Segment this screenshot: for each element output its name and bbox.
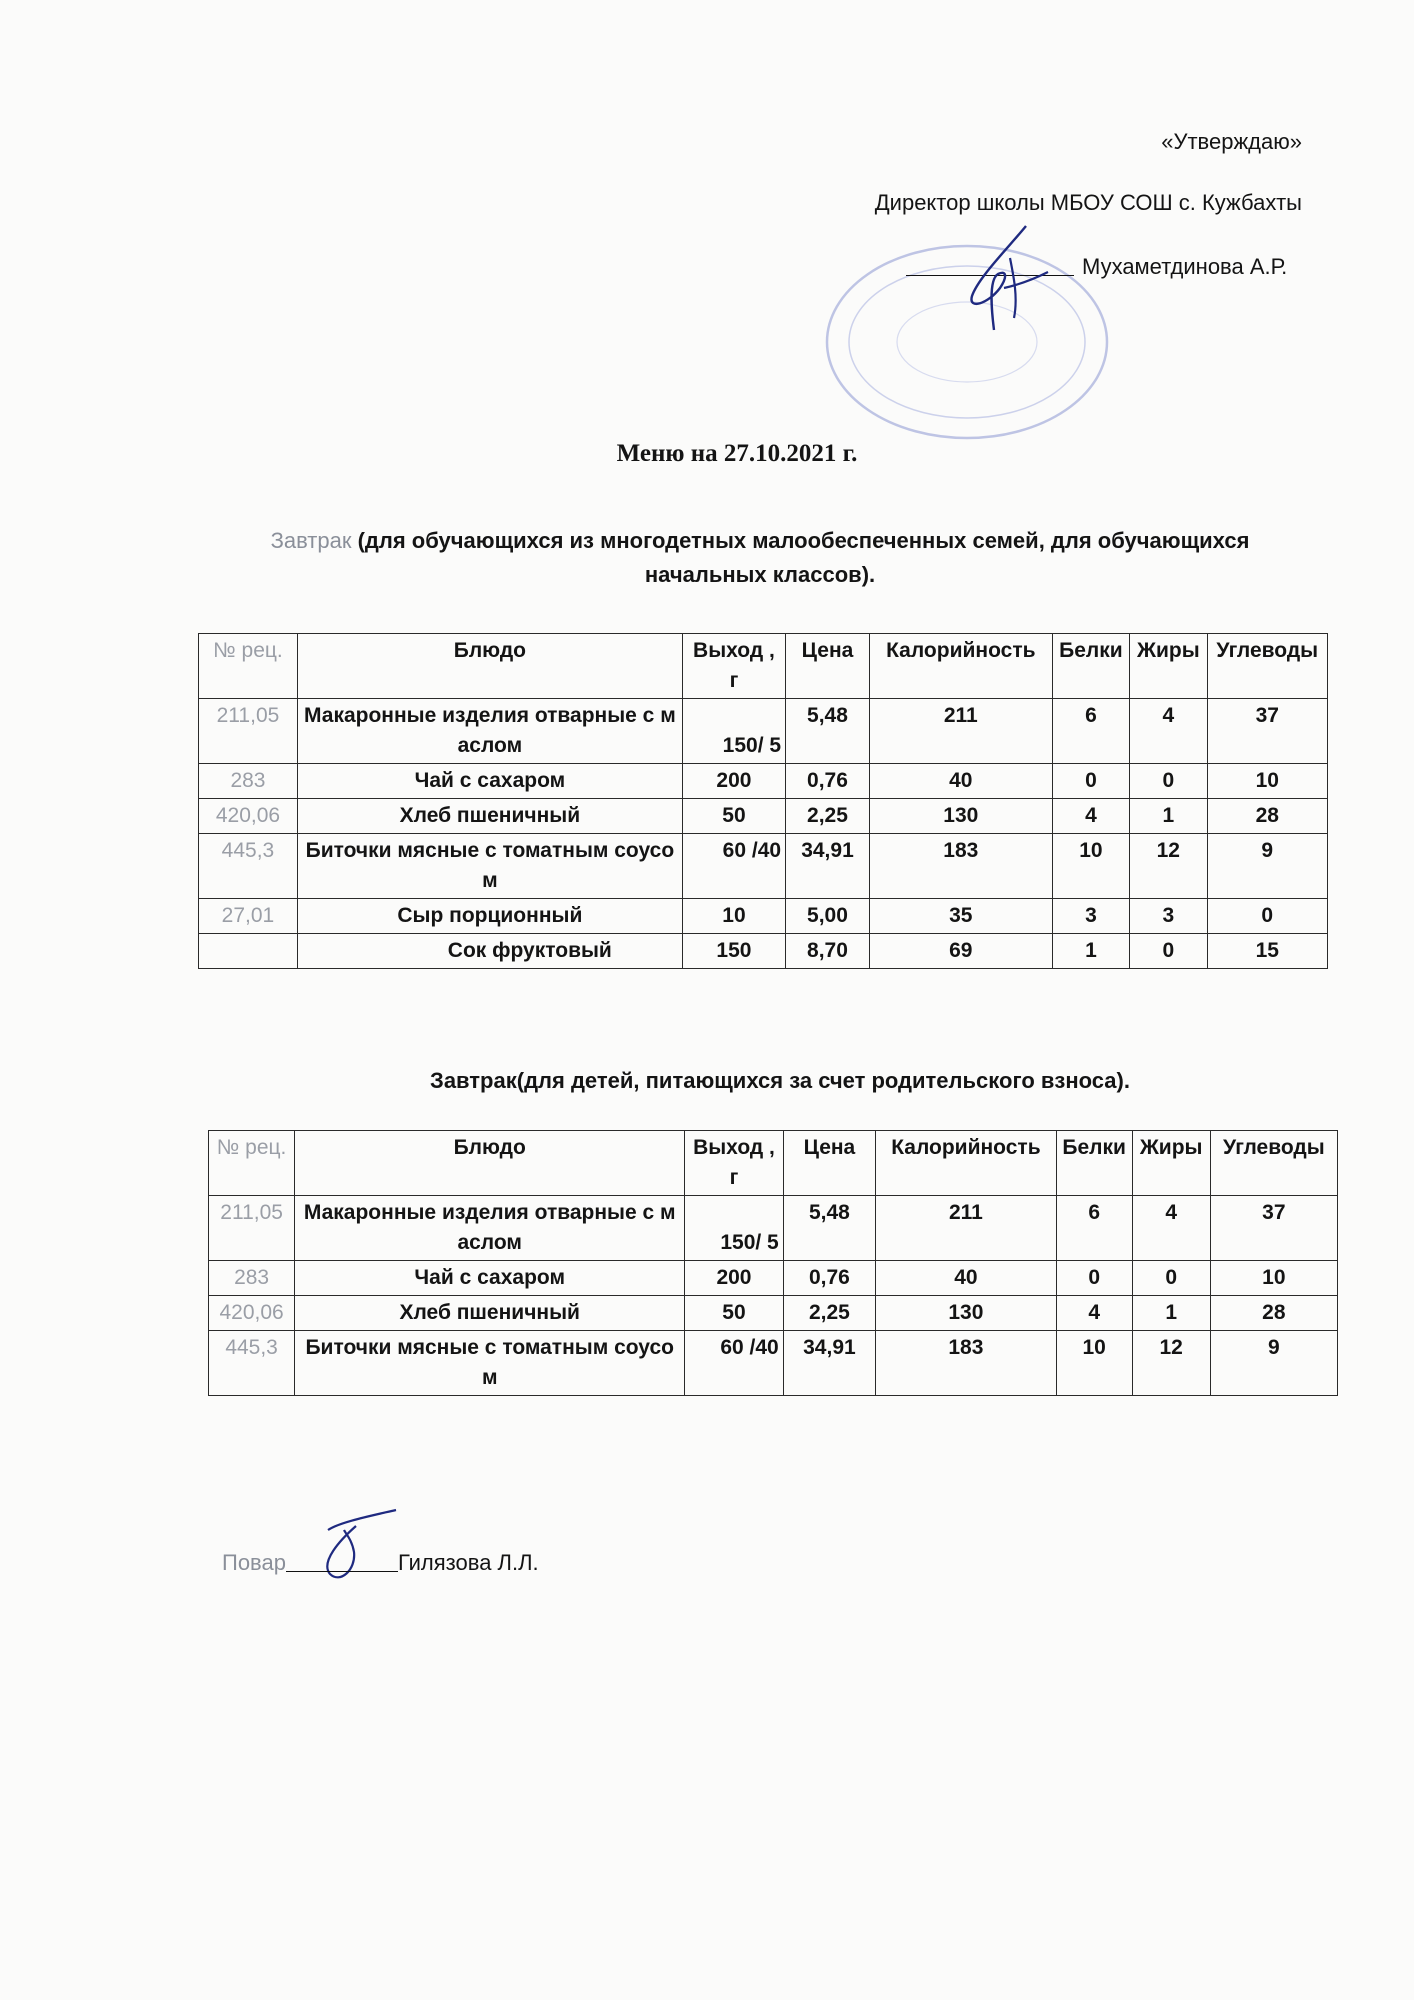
col-header-carbs: Углеводы [1210, 1131, 1337, 1196]
row-price: 5,48 [786, 699, 870, 764]
row-price: 5,48 [783, 1196, 875, 1261]
page-title: Меню на 27.10.2021 г. [616, 440, 858, 467]
approve-label: «Утверждаю» [1161, 129, 1302, 154]
row-kcal: 183 [876, 1331, 1057, 1396]
table-row [199, 799, 1328, 834]
row-protein: 10 [1052, 834, 1129, 899]
cook-label: Повар [222, 1550, 286, 1575]
row-yield: 60 /40 [682, 834, 785, 899]
row-carbs: 37 [1207, 699, 1327, 764]
row-yield: 60 /40 [685, 1331, 784, 1396]
row-protein: 0 [1052, 764, 1129, 799]
cook-signature-blank [286, 1571, 398, 1572]
row-code: 420,06 [199, 799, 298, 834]
cook-signature-line [222, 1550, 539, 1576]
row-protein: 6 [1052, 699, 1129, 764]
col-header-dish: Блюдо [297, 634, 682, 699]
row-kcal: 183 [869, 834, 1052, 899]
row-kcal: 40 [876, 1261, 1057, 1296]
section1-heading-muted: Завтрак [270, 528, 352, 553]
row-code: 211,05 [209, 1196, 295, 1261]
row-code: 445,3 [199, 834, 298, 899]
col-header-price: Цена [783, 1131, 875, 1196]
row-fat: 3 [1130, 899, 1207, 934]
row-yield: 150/ 5 [685, 1196, 784, 1261]
row-carbs: 9 [1207, 834, 1327, 899]
table-row [209, 1196, 1338, 1261]
row-code: 445,3 [209, 1331, 295, 1396]
table-row [199, 699, 1328, 764]
table-header-row [209, 1131, 1338, 1196]
row-price: 34,91 [786, 834, 870, 899]
row-protein: 4 [1052, 799, 1129, 834]
table-row [199, 834, 1328, 899]
row-dish: Биточки мясные с томатным соусом [297, 834, 682, 899]
row-yield: 50 [685, 1296, 784, 1331]
col-header-kcal: Калорийность [876, 1131, 1057, 1196]
row-protein: 3 [1052, 899, 1129, 934]
row-dish: Макаронные изделия отварные с маслом [297, 699, 682, 764]
director-name: Мухаметдинова А.Р. [1082, 254, 1288, 279]
director-signature [948, 218, 1058, 338]
section1-heading-main: (для обучающихся из многодетных малообеспеченных семей, для обучающихся начальных классов). [351, 528, 1250, 587]
row-dish: Чай с сахаром [295, 1261, 685, 1296]
table-row [199, 899, 1328, 934]
row-carbs: 28 [1207, 799, 1327, 834]
row-dish: Сыр порционный [297, 899, 682, 934]
row-protein: 4 [1056, 1296, 1132, 1331]
row-price: 0,76 [783, 1261, 875, 1296]
col-header-dish: Блюдо [295, 1131, 685, 1196]
row-kcal: 130 [876, 1296, 1057, 1331]
row-dish: Сок фруктовый [297, 934, 682, 969]
col-header-price: Цена [786, 634, 870, 699]
row-code: 27,01 [199, 899, 298, 934]
row-kcal: 69 [869, 934, 1052, 969]
menu-table-2 [208, 1130, 1338, 1396]
row-protein: 6 [1056, 1196, 1132, 1261]
row-dish: Хлеб пшеничный [297, 799, 682, 834]
table-row [199, 934, 1328, 969]
row-carbs: 0 [1207, 899, 1327, 934]
table-row [199, 764, 1328, 799]
row-carbs: 28 [1210, 1296, 1337, 1331]
cook-name: Гилязова Л.Л. [397, 1550, 539, 1575]
col-header-code: № рец. [209, 1131, 295, 1196]
col-header-protein: Белки [1052, 634, 1129, 699]
row-protein: 1 [1052, 934, 1129, 969]
row-yield: 150 [682, 934, 785, 969]
row-dish: Хлеб пшеничный [295, 1296, 685, 1331]
row-fat: 12 [1130, 834, 1207, 899]
row-code: 283 [209, 1261, 295, 1296]
row-yield: 200 [682, 764, 785, 799]
row-protein: 0 [1056, 1261, 1132, 1296]
col-header-fat: Жиры [1132, 1131, 1210, 1196]
row-fat: 0 [1132, 1261, 1210, 1296]
row-kcal: 211 [876, 1196, 1057, 1261]
col-header-kcal: Калорийность [869, 634, 1052, 699]
row-price: 8,70 [786, 934, 870, 969]
row-kcal: 40 [869, 764, 1052, 799]
row-code [199, 934, 298, 969]
col-header-yield: Выход , г [685, 1131, 784, 1196]
row-yield: 50 [682, 799, 785, 834]
row-kcal: 211 [869, 699, 1052, 764]
row-price: 5,00 [786, 899, 870, 934]
director-line: Директор школы МБОУ СОШ с. Кужбахты [874, 190, 1302, 215]
table-row [209, 1331, 1338, 1396]
row-code: 283 [199, 764, 298, 799]
row-fat: 0 [1130, 764, 1207, 799]
row-fat: 4 [1132, 1196, 1210, 1261]
section1-heading [230, 524, 1290, 592]
row-carbs: 15 [1207, 934, 1327, 969]
row-fat: 1 [1130, 799, 1207, 834]
cook-signature [300, 1500, 410, 1590]
row-price: 2,25 [783, 1296, 875, 1331]
section2-heading: Завтрак(для детей, питающихся за счет родительского взноса). [430, 1068, 1130, 1093]
row-dish: Биточки мясные с томатным соусом [295, 1331, 685, 1396]
row-price: 34,91 [783, 1331, 875, 1396]
row-code: 211,05 [199, 699, 298, 764]
table-row [209, 1296, 1338, 1331]
row-kcal: 130 [869, 799, 1052, 834]
row-fat: 0 [1130, 934, 1207, 969]
row-carbs: 10 [1210, 1261, 1337, 1296]
row-carbs: 37 [1210, 1196, 1337, 1261]
row-carbs: 9 [1210, 1331, 1337, 1396]
table-row [209, 1261, 1338, 1296]
row-yield: 10 [682, 899, 785, 934]
row-protein: 10 [1056, 1331, 1132, 1396]
row-kcal: 35 [869, 899, 1052, 934]
row-price: 0,76 [786, 764, 870, 799]
col-header-protein: Белки [1056, 1131, 1132, 1196]
col-header-yield: Выход , г [682, 634, 785, 699]
row-code: 420,06 [209, 1296, 295, 1331]
row-fat: 1 [1132, 1296, 1210, 1331]
table-header-row [199, 634, 1328, 699]
row-yield: 200 [685, 1261, 784, 1296]
menu-table-1 [198, 633, 1328, 969]
col-header-fat: Жиры [1130, 634, 1207, 699]
row-carbs: 10 [1207, 764, 1327, 799]
row-price: 2,25 [786, 799, 870, 834]
col-header-carbs: Углеводы [1207, 634, 1327, 699]
row-fat: 4 [1130, 699, 1207, 764]
row-yield: 150/ 5 [682, 699, 785, 764]
col-header-code: № рец. [199, 634, 298, 699]
row-fat: 12 [1132, 1331, 1210, 1396]
row-dish: Макаронные изделия отварные с маслом [295, 1196, 685, 1261]
row-dish: Чай с сахаром [297, 764, 682, 799]
